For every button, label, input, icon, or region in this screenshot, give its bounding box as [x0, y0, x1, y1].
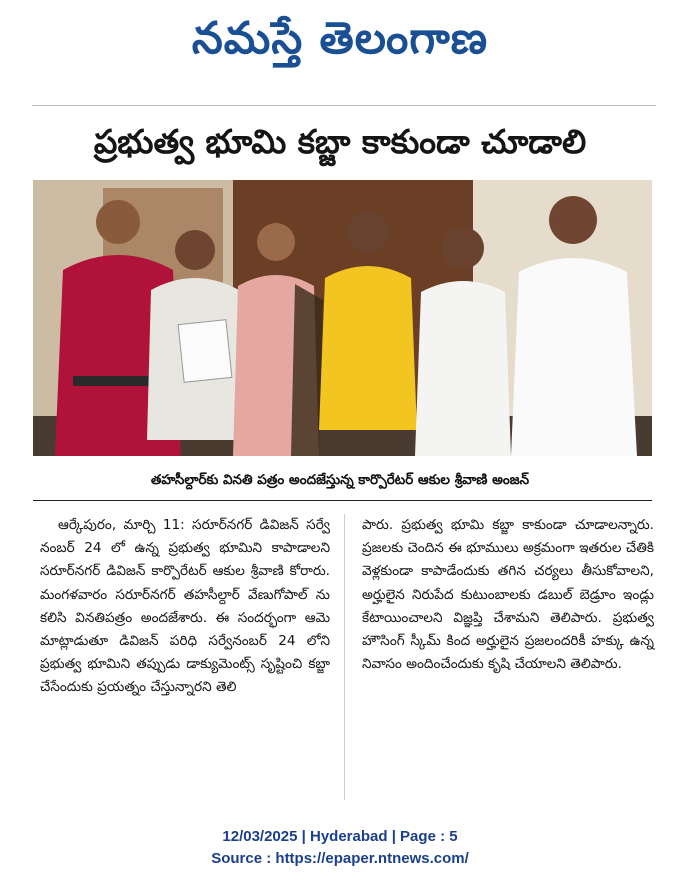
masthead-divider: [32, 105, 656, 106]
column-divider: [344, 514, 345, 800]
caption-divider: [33, 500, 652, 501]
article-headline: ప్రభుత్వ భూమి కబ్జా కాకుండా చూడాలి: [93, 122, 587, 161]
article-column-1: ఆర్కేపురం, మార్చి 11: సరూర్‌నగర్ డివిజన్ సర్వే నంబర్ 24 లో ఉన్న ప్రభుత్వ భూమిని కాపాడాలని సరూర్‌నగర్ డివిజన్ కార్పొరేటర్ ఆకుల శ్రీవాణి కోరారు. మంగళవారం సరూర్‌నగర్ తహసీల్దార్ వేణుగోపాల్ ను కలిసి వినతిపత్రం అందజేశారు. ఈ సందర్భంగా ఆమె మాట్లాడుతూ డివిజన్ పరిధి సర్వేనంబర్ 24 లోని ప్రభుత్వ భూమిని తప్పుడు డాక్యుమెంట్స్ సృష్టించి కబ్జా చేసేందుకు ప్రయత్నం చేస్తున్నారని తెలి: [40, 517, 330, 696]
group-photo-illustration: [33, 180, 652, 456]
newspaper-masthead: నమస్తే తెలంగాణ: [191, 13, 489, 64]
footer-source: Source : https://epaper.ntnews.com/: [211, 850, 469, 867]
photo-caption: తహసీల్దార్‌కు వినతి పత్రం అందజేస్తున్న కార్పొరేటర్ ఆకుల శ్రీవాణి అంజన్: [150, 472, 530, 488]
photo-petition-paper: [178, 320, 232, 383]
news-photo: [33, 180, 652, 456]
article-column-2: పారు. ప్రభుత్వ భూమి కబ్జా కాకుండా చూడాలన్నారు. ప్రజలకు చెందిన ఈ భూములు అక్రమంగా ఇతరుల చేతికి వెళ్లకుండా కాపాడేందుకు తగిన చర్యలు తీసుకోవాలని, అర్హులైన నిరుపేద కుటుంబాలకు డబుల్ బెడ్రూం ఇండ్లు కేటాయించాలని విజ్ఞప్తి చేశామని తెలిపారు. ప్రభుత్వ హౌసింగ్ స్కీమ్ కింద అర్హులైన ప్రజలందరికీ హక్కు ఉన్న నివాసం అందించేందుకు కృషి చేయాలని తెలిపారు.: [362, 517, 654, 673]
footer-date-location: 12/03/2025 | Hyderabad | Page : 5: [222, 828, 458, 845]
